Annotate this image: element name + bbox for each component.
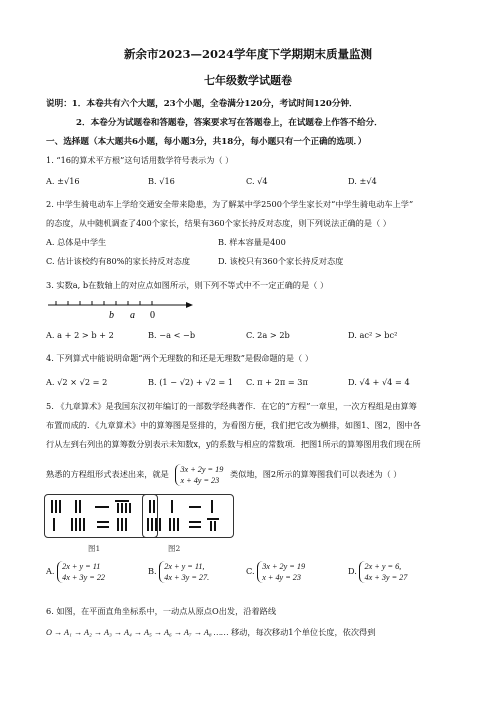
- axis-label-zero: 0: [150, 310, 155, 321]
- q2-option-b: B. 样本容量是400: [218, 237, 286, 247]
- q1-option-a: A. ±√16: [46, 176, 80, 186]
- question-5-line-4: [46, 464, 402, 486]
- question-2-line-1: 2. 中学生骑电动车上学给交通安全带来隐患，为了解某中学2500个学生家长对“中学生骑电动车上学”: [46, 199, 414, 209]
- exam-title: 新余市2023—2024学年度下学期期末质量监测: [123, 47, 372, 61]
- counting-rod-figure-2: [142, 494, 234, 538]
- q5-option-b: [148, 561, 209, 583]
- question-6-line-2-tail: 移动，每次移动1个单位长度，依次得到: [230, 627, 376, 637]
- q2-option-a: A. 总体是中学生: [46, 237, 107, 247]
- q2-option-d: D. 该校只有360个家长持反对态度: [218, 256, 344, 266]
- instruction-2: 2．本卷分为试题卷和答题卷，答案要求写在答题卷上，在试题卷上作答不给分．: [76, 118, 383, 128]
- q5-c-eq2: x + 4y = 23: [262, 573, 301, 582]
- figure-1-caption: 图1: [88, 544, 101, 553]
- axis-label-a: a: [130, 310, 135, 321]
- q5-a-eq1: 2x + y = 11: [62, 562, 101, 571]
- q5-d-eq2: 4x + 3y = 27: [364, 573, 408, 582]
- system-eq-2: x + 4y = 23: [180, 476, 220, 485]
- q1-option-c: C. √4: [246, 176, 268, 186]
- figure-2-caption: 图2: [168, 544, 181, 553]
- q3-option-d: D. ac² > bc²: [348, 330, 398, 340]
- q5-option-a: [46, 561, 105, 583]
- axis-label-b: b: [109, 310, 114, 321]
- q5-b-eq2: 4x + 3y = 27.: [164, 573, 210, 582]
- q3-option-c: C. 2a > 2b: [246, 330, 290, 340]
- question-1-stem: 1. “16的算术平方根”这句话用数学符号表示为（ ）: [46, 155, 234, 165]
- question-4-stem: 4. 下列算式中能说明命题“两个无理数的和还是无理数”是假命题的是（ ）: [46, 353, 314, 363]
- q3-option-a: A. a + 2 > b + 2: [46, 330, 114, 340]
- q4-option-a: A. √2 × √2 = 2: [46, 377, 108, 387]
- question-6-line-2: [46, 627, 375, 638]
- question-5-line-2: 布置而成的．《九章算术》中的算筹图是竖排的，为看图方便，我们把它改为横排，如图1、图2，图中各: [46, 420, 421, 430]
- q1-option-b: B. √16: [148, 176, 175, 186]
- q5-option-b-system: [159, 561, 209, 583]
- q5-option-d: [348, 561, 407, 583]
- q5-b-eq1: 2x + y = 11,: [164, 562, 205, 571]
- q5-option-a-system: [57, 561, 105, 583]
- question-6-line-1: 6. 如图，在平面直角坐标系中，一动点从原点O出发，沿着路线: [46, 606, 277, 616]
- q4-option-c: C. π + 2π = 3π: [246, 377, 308, 387]
- q3-option-b: B. −a < −b: [148, 330, 196, 340]
- q5-option-c-label: C.: [246, 566, 255, 576]
- system-eq-1: 3x + 2y = 19: [180, 465, 224, 474]
- q5-option-d-system: [359, 561, 407, 583]
- question-5-line-4-start: 熟悉的方程组形式表述出来，就是: [46, 469, 169, 479]
- question-5-line-4-end: 类似地，图2所示的算筹图我们可以表述为（ ）: [229, 469, 402, 479]
- q2-option-c: C. 估计该校约有80%的家长持反对态度: [46, 256, 191, 266]
- system-figure-1: [175, 464, 223, 486]
- q5-c-eq1: 3x + 2y = 19: [262, 562, 306, 571]
- exam-subtitle: 七年级数学试题卷: [204, 74, 292, 87]
- section-heading: 一、选择题（本大题共6小题，每小题3分，共18分，每小题只有一个正确的选项．）: [46, 137, 367, 147]
- number-line: [46, 296, 196, 322]
- question-2-line-2: 的态度，从中随机调查了400个家长，结果有360个家长持反对态度，则下列说法正确的是（ ）: [46, 218, 391, 228]
- q1-option-d: D. ±√4: [348, 176, 377, 186]
- q4-option-b: B. (1 − √2) + √2 = 1: [148, 377, 234, 387]
- q5-d-eq1: 2x + y = 6,: [364, 562, 402, 571]
- q4-option-d: D. √4 + √4 = 4: [348, 377, 410, 387]
- counting-rod-figure-1: [44, 494, 158, 538]
- q5-option-d-label: D.: [348, 566, 357, 576]
- q5-option-a-label: A.: [46, 566, 55, 576]
- question-6-path: O → A₁ → A₂ → A₃ → A₄ → A₅ → A₆ → A₇ → A₈ ……: [46, 628, 229, 637]
- q5-a-eq2: 4x + 3y = 22: [62, 573, 106, 582]
- q5-option-c: [246, 561, 305, 583]
- question-3-stem: 3. 实数a, b在数轴上的对应点如图所示，则下列不等式中不一定正确的是（ ）: [46, 280, 329, 290]
- instruction-1: 说明：1．本卷共有六个大题，23个小题，全卷满分120分，考试时间120分钟．: [46, 99, 358, 109]
- question-5-line-3: 行从左到右列出的算筹数分别表示未知数x，y的系数与相应的常数项．把图1所示的算筹图用我们现在所: [46, 439, 421, 449]
- question-5-line-1: 5. 《九章算术》是我国东汉初年编订的一部数学经典著作．在它的“方程”一章里，一次方程组是由算筹: [46, 401, 417, 411]
- q5-option-c-system: [257, 561, 305, 583]
- q5-option-b-label: B.: [148, 566, 157, 576]
